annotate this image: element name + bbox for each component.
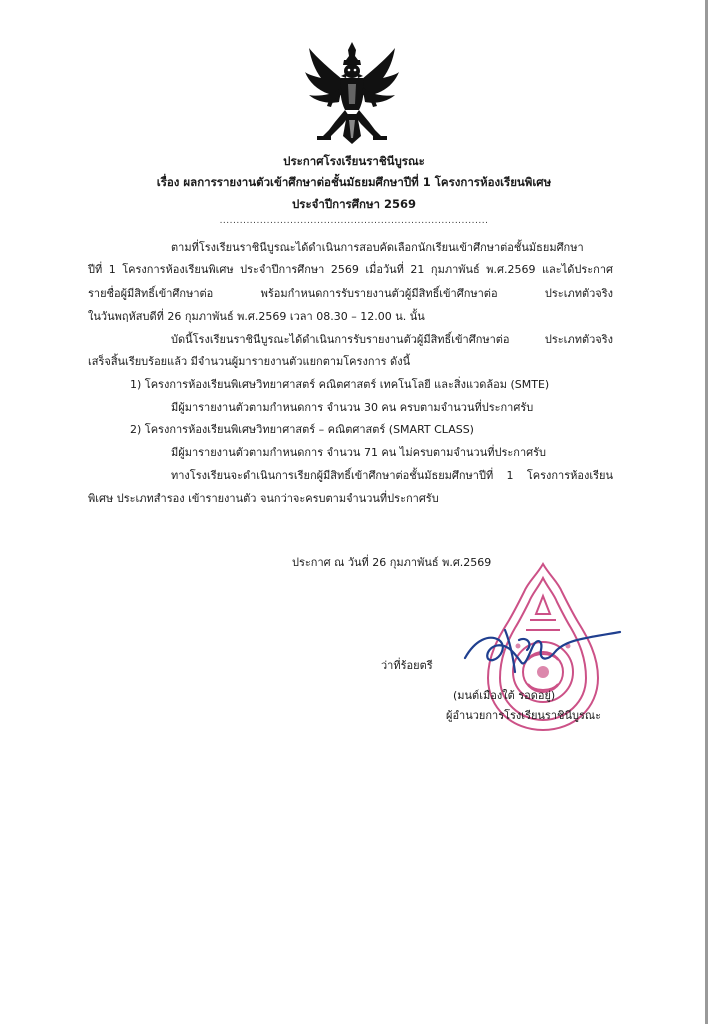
project-2-detail: มีผู้มารายงานตัวตามกำหนดการ จำนวน 71 คน ไม่ครบตามจำนวนที่ประกาศรับ xyxy=(171,446,547,459)
handwritten-signature xyxy=(455,610,625,680)
signer-position: ผู้อำนวยการโรงเรียนราชินีบูรณะ xyxy=(446,709,602,722)
announcement-subject: เรื่อง ผลการรายงานตัวเข้าศึกษาต่อชั้นมัธยมศึกษาปีที่ 1 โครงการห้องเรียนพิเศษ xyxy=(156,175,552,189)
paragraph-1-line-2: ปีที่ 1 โครงการห้องเรียนพิเศษ ประจำปีการศึกษา 2569 เมื่อวันที่ 21 กุมภาพันธ์ พ.ศ.2569 และได้ประกาศ xyxy=(88,263,613,276)
paragraph-3-line-2: พิเศษ ประเภทสำรอง เข้ารายงานตัว จนกว่าจะครบตามจำนวนที่ประกาศรับ xyxy=(88,492,439,505)
signer-rank: ว่าที่ร้อยตรี xyxy=(381,659,433,672)
paragraph-1-line-3: รายชื่อผู้มีสิทธิ์เข้าศึกษาต่อ พร้อมกำหนดการรับรายงานตัวผู้มีสิทธิ์เข้าศึกษาต่อ ประเภทตัวจริง xyxy=(88,287,613,300)
project-1-title: 1) โครงการห้องเรียนพิเศษวิทยาศาสตร์ คณิตศาสตร์ เทคโนโลยี และสิ่งแวดล้อม (SMTE) xyxy=(130,378,550,391)
paragraph-1-line-4: ในวันพฤหัสบดีที่ 26 กุมภาพันธ์ พ.ศ.2569 เวลา 08.30 – 12.00 น. นั้น xyxy=(88,310,425,323)
title-separator: ................................................................................ xyxy=(219,216,489,226)
announcement-title: ประกาศโรงเรียนราชินีบูรณะ xyxy=(283,154,425,168)
signer-name: (มนต์เมืองใต้ รอดอยู่) xyxy=(453,689,556,702)
paragraph-3-line-1: ทางโรงเรียนจะดำเนินการเรียกผู้มีสิทธิ์เข้าศึกษาต่อชั้นมัธยมศึกษาปีที่ 1 โครงการห้องเรียน xyxy=(171,469,613,482)
paragraph-2-line-2: เสร็จสิ้นเรียบร้อยแล้ว มีจำนวนผู้มารายงานตัวแยกตามโครงการ ดังนี้ xyxy=(88,355,411,368)
project-1-detail: มีผู้มารายงานตัวตามกำหนดการ จำนวน 30 คน ครบตามจำนวนที่ประกาศรับ xyxy=(171,401,534,414)
paragraph-2-line-1: บัดนี้โรงเรียนราชินีบูรณะได้ดำเนินการรับรายงานตัวผู้มีสิทธิ์เข้าศึกษาต่อ ประเภทตัวจริง xyxy=(171,333,613,346)
project-2-title: 2) โครงการห้องเรียนพิเศษวิทยาศาสตร์ – คณิตศาสตร์ (SMART CLASS) xyxy=(130,423,474,436)
announcement-date: ประกาศ ณ วันที่ 26 กุมภาพันธ์ พ.ศ.2569 xyxy=(292,556,492,569)
announcement-academic-year: ประจำปีการศึกษา 2569 xyxy=(291,197,417,211)
garuda-emblem-icon xyxy=(303,40,401,148)
paragraph-1-line-1: ตามที่โรงเรียนราชินีบูรณะได้ดำเนินการสอบคัดเลือกนักเรียนเข้าศึกษาต่อชั้นมัธยมศึกษา xyxy=(171,241,584,254)
